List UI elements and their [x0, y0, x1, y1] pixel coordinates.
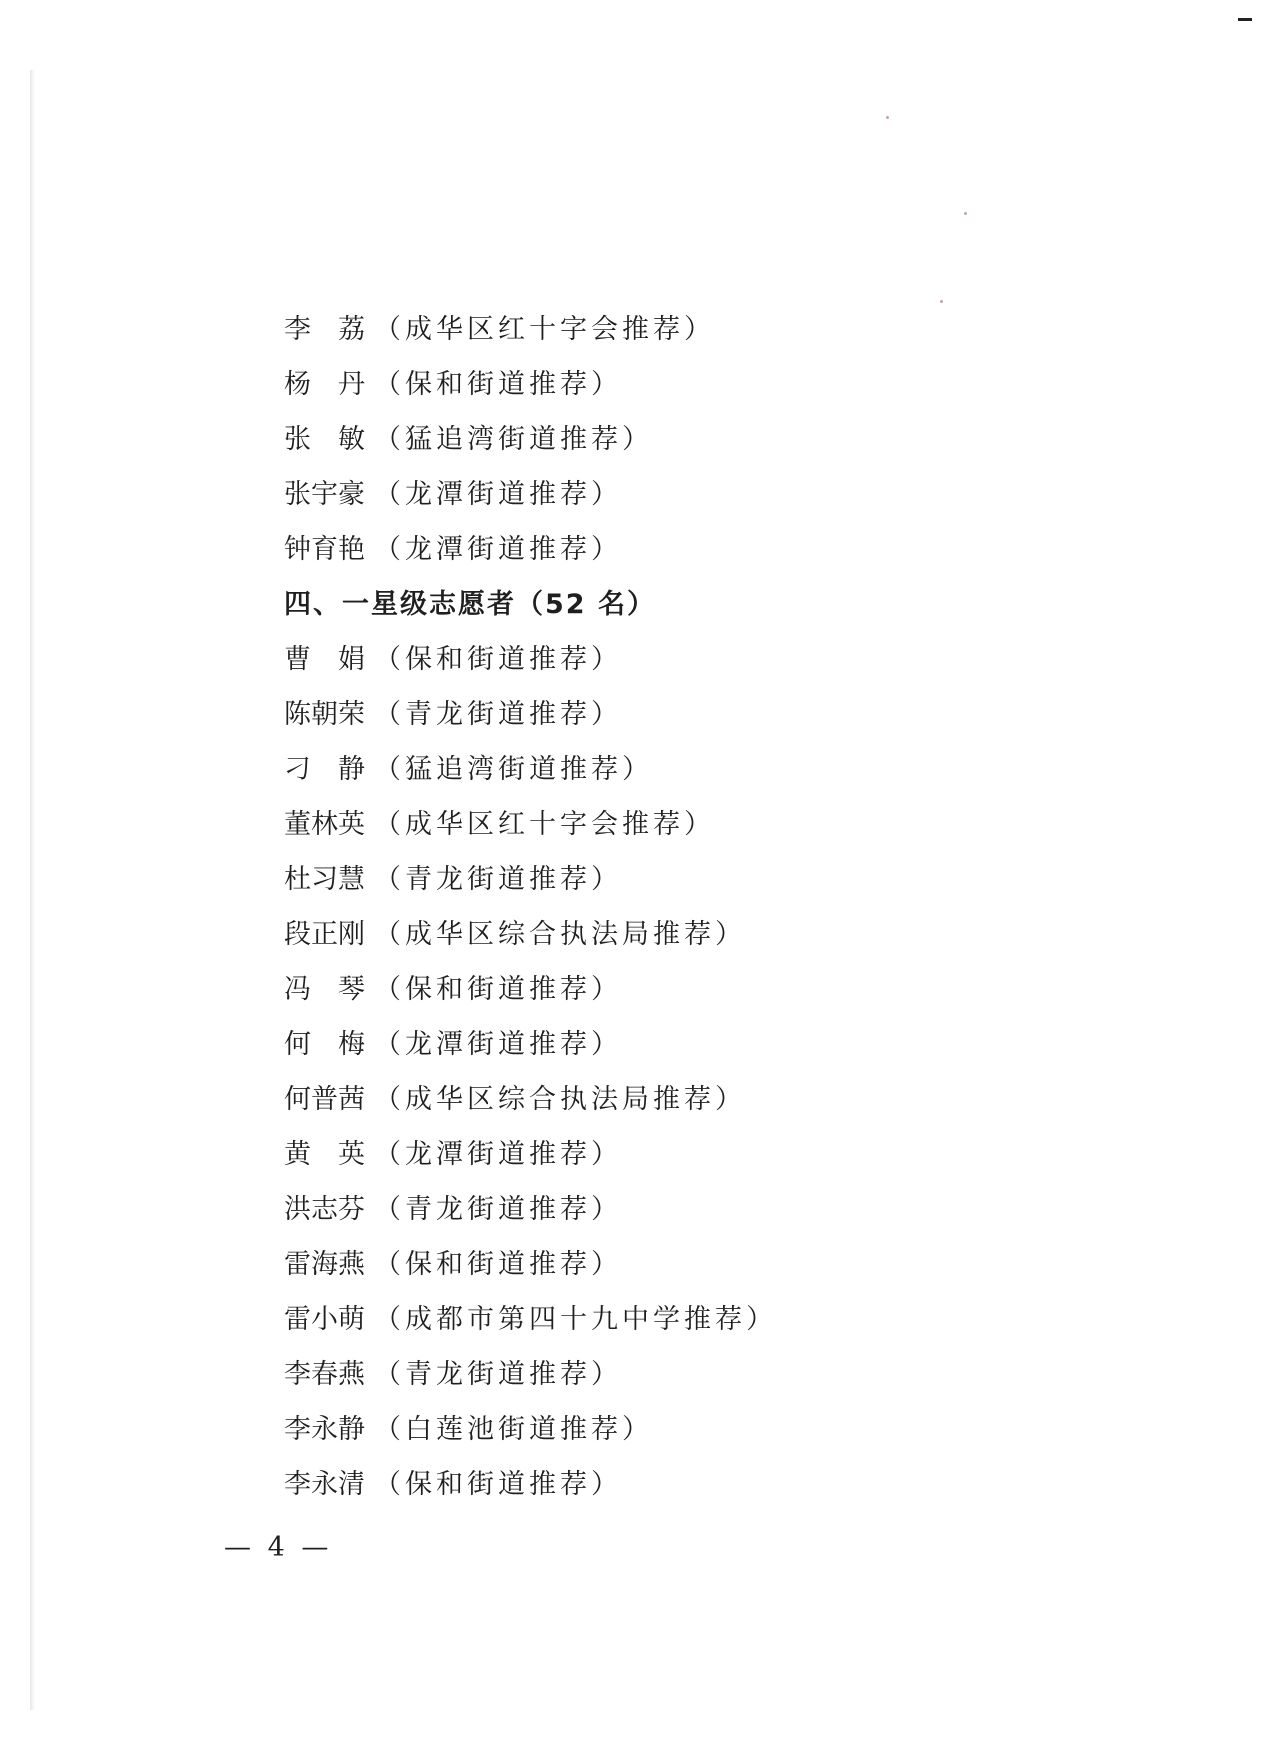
- list-item: [284, 1017, 1004, 1072]
- list-item: [284, 302, 1004, 357]
- recommender: （龙潭街道推荐）: [374, 1029, 622, 1060]
- volunteer-name: 陈朝荣: [284, 699, 365, 730]
- recommender: （龙潭街道推荐）: [374, 1139, 622, 1170]
- list-item: [284, 1347, 1004, 1402]
- recommender: （成华区红十字会推荐）: [374, 809, 715, 840]
- volunteer-name: 董林英: [284, 809, 365, 840]
- recommender: （保和街道推荐）: [374, 369, 622, 400]
- red-speck: [886, 116, 889, 119]
- volunteer-name: 何 梅: [284, 1029, 365, 1060]
- recommender: （成都市第四十九中学推荐）: [374, 1304, 777, 1335]
- volunteer-name: 张 敏: [284, 424, 365, 455]
- page-number: — 4 —: [224, 1532, 333, 1563]
- list-item: [284, 797, 1004, 852]
- list-item: [284, 1402, 1004, 1457]
- recommender: （青龙街道推荐）: [374, 699, 622, 730]
- volunteer-name: 何普茜: [284, 1084, 365, 1115]
- list-item: [284, 412, 1004, 467]
- list-item: [284, 1457, 1004, 1512]
- volunteer-name: 刁 静: [284, 754, 365, 785]
- volunteer-name: 雷小萌: [284, 1304, 365, 1335]
- volunteer-name: 洪志芬: [284, 1194, 365, 1225]
- volunteer-name: 钟育艳: [284, 534, 365, 565]
- section-heading: 四、一星级志愿者（52 名）: [284, 589, 656, 620]
- volunteer-name: 李永清: [284, 1469, 365, 1500]
- corner-mark: [1238, 18, 1252, 21]
- list-item: [284, 852, 1004, 907]
- list-item: [284, 357, 1004, 412]
- list-item: [284, 632, 1004, 687]
- recommender: （猛追湾街道推荐）: [374, 424, 653, 455]
- volunteer-name: 冯 琴: [284, 974, 365, 1005]
- recommender: （保和街道推荐）: [374, 644, 622, 675]
- recommender: （龙潭街道推荐）: [374, 479, 622, 510]
- list-item: [284, 522, 1004, 577]
- recommender: （龙潭街道推荐）: [374, 534, 622, 565]
- list-item: [284, 687, 1004, 742]
- list-item: [284, 1072, 1004, 1127]
- list-item: [284, 962, 1004, 1017]
- recommender: （青龙街道推荐）: [374, 1194, 622, 1225]
- volunteer-name: 黄 英: [284, 1139, 365, 1170]
- volunteer-list: [284, 302, 1004, 1512]
- volunteer-name: 雷海燕: [284, 1249, 365, 1280]
- list-item: [284, 467, 1004, 522]
- recommender: （保和街道推荐）: [374, 1249, 622, 1280]
- recommender: （保和街道推荐）: [374, 974, 622, 1005]
- volunteer-name: 杜习慧: [284, 864, 365, 895]
- recommender: （青龙街道推荐）: [374, 1359, 622, 1390]
- list-item: [284, 1182, 1004, 1237]
- recommender: （成华区红十字会推荐）: [374, 314, 715, 345]
- scan-page-edge: [30, 70, 36, 1710]
- list-item: [284, 742, 1004, 797]
- recommender: （成华区综合执法局推荐）: [374, 919, 746, 950]
- volunteer-name: 杨 丹: [284, 369, 365, 400]
- recommender: （猛追湾街道推荐）: [374, 754, 653, 785]
- volunteer-name: 李永静: [284, 1414, 365, 1445]
- recommender: （青龙街道推荐）: [374, 864, 622, 895]
- list-item: [284, 1237, 1004, 1292]
- volunteer-name: 段正刚: [284, 919, 365, 950]
- list-item: [284, 907, 1004, 962]
- red-speck: [964, 212, 967, 215]
- list-item: [284, 1127, 1004, 1182]
- recommender: （保和街道推荐）: [374, 1469, 622, 1500]
- volunteer-name: 李 荔: [284, 314, 365, 345]
- list-item: [284, 1292, 1004, 1347]
- volunteer-name: 李春燕: [284, 1359, 365, 1390]
- volunteer-name: 曹 娟: [284, 644, 365, 675]
- recommender: （成华区综合执法局推荐）: [374, 1084, 746, 1115]
- recommender: （白莲池街道推荐）: [374, 1414, 653, 1445]
- volunteer-name: 张宇豪: [284, 479, 365, 510]
